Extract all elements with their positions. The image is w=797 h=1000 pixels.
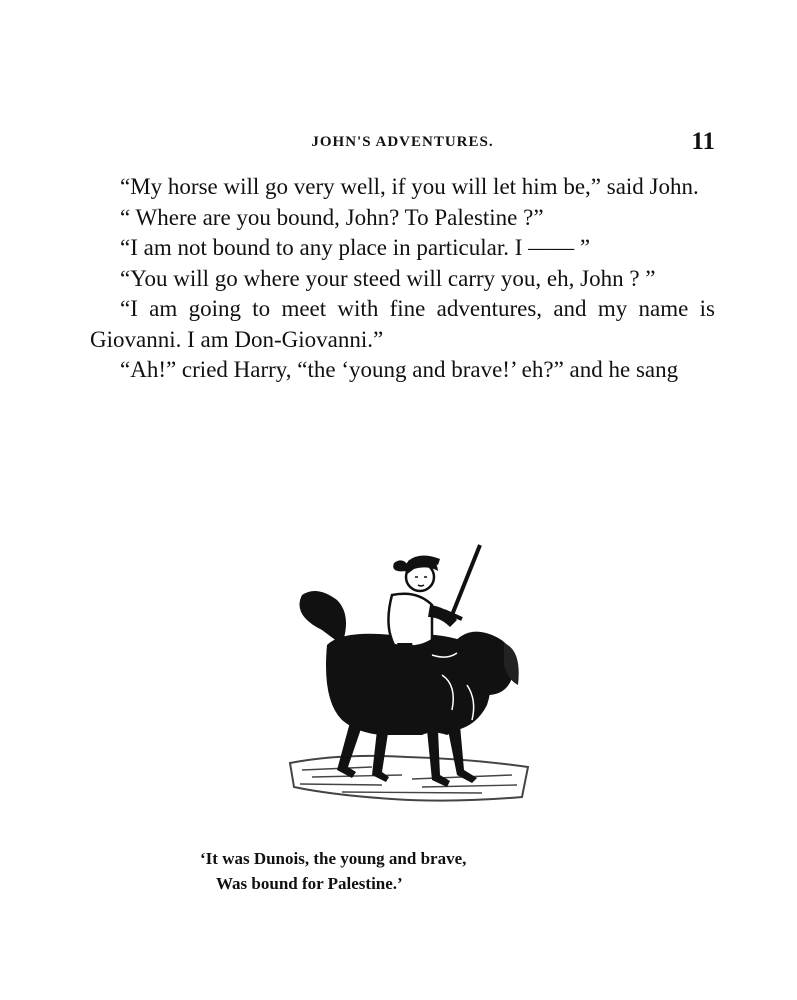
woodcut-boy-on-dog-illustration — [282, 535, 532, 810]
sword — [452, 545, 480, 615]
boy-body — [388, 594, 432, 647]
running-title: JOHN'S ADVENTURES. — [311, 134, 494, 150]
running-head — [90, 128, 715, 158]
page-number: 11 — [691, 128, 715, 155]
body-text — [90, 172, 715, 386]
caption-line-1: ‘It was Dunois, the young and brave, — [200, 849, 467, 868]
paragraph-5: “I am going to meet with fine adventures, and my name is Giovanni. I am Don-Giovanni.” — [90, 296, 715, 352]
paragraph-1: “My horse will go very well, if you will let him be,” said John. — [120, 174, 699, 199]
caption-line-2: Was bound for Palestine.’ — [216, 874, 403, 893]
paragraph-2: “ Where are you bound, John? To Palestine ?” — [120, 204, 544, 230]
boy-ponytail — [393, 560, 408, 571]
paragraph-3: “I am not bound to any place in particular. I —— ” — [120, 235, 591, 260]
paragraph-6: “Ah!” cried Harry, “the ‘young and brave!’ eh?” and he sang — [120, 357, 679, 382]
ground-hatching — [290, 756, 528, 801]
illustration-caption — [200, 846, 620, 896]
paragraph-4: “You will go where your steed will carry you, eh, John ? ” — [120, 265, 656, 291]
dog-tail — [300, 591, 347, 645]
